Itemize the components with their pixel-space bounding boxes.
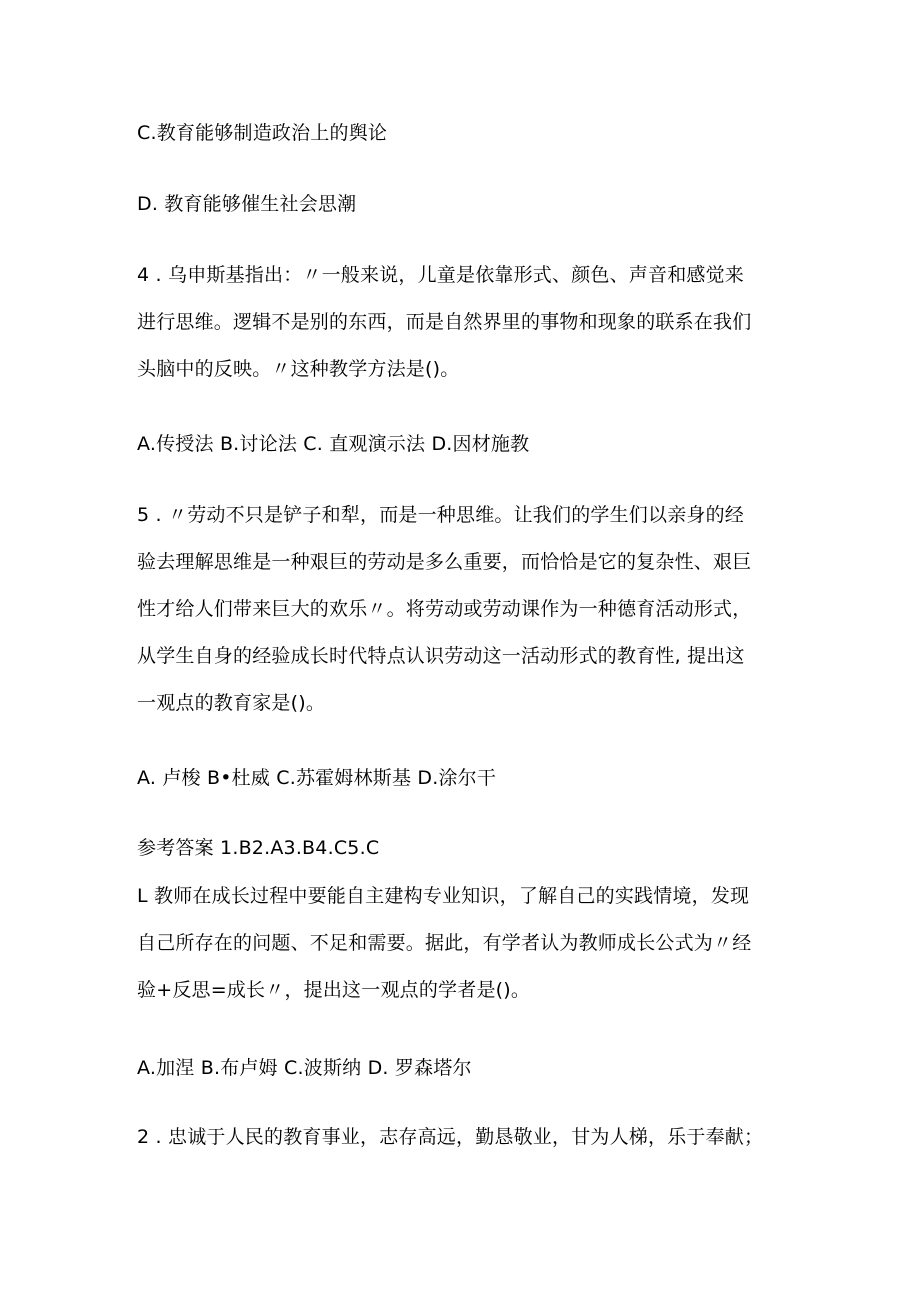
next-question-1-options: A.加涅 B.布卢姆 C.波斯纳 D. 罗森塔尔 <box>137 1057 472 1079</box>
question-4-line-1: 4 . 乌申斯基指出：〃一般来说，儿童是依靠形式、颜色、声音和感觉来 <box>137 264 745 286</box>
next-question-1-line-3: 验+反思=成长〃，提出这一观点的学者是()。 <box>137 979 531 1001</box>
next-question-1-stem <box>137 884 797 1002</box>
next-question-2-stem: 2 . 忠诚于人民的教育事业，志存高远，勤恳敬业，甘为人梯，乐于奉献； <box>137 1126 764 1148</box>
question-5-stem <box>137 503 797 715</box>
answer-key: 参考答案 1.B2.A3.B4.C5.C <box>137 837 380 859</box>
q3-option-c: C.教育能够制造政治上的舆论 <box>137 122 388 144</box>
next-question-1-line-1: L 教师在成长过程中要能自主建构专业知识，了解自己的实践情境，发现 <box>137 885 750 907</box>
question-4-stem <box>137 263 797 381</box>
question-5-line-1: 5 . 〃劳动不只是铲子和犁，而是一种思维。让我们的学生们以亲身的经 <box>137 504 745 526</box>
question-5-line-4: 从学生自身的经验成长时代特点认识劳动这一活动形式的教育性, 提出这 <box>137 645 745 667</box>
question-5-line-3: 性才给人们带来巨大的欢乐〃。将劳动或劳动课作为一种德育活动形式， <box>137 598 752 620</box>
question-4-options: A.传授法 B.讨论法 C. 直观演示法 D.因材施教 <box>137 433 530 455</box>
question-5-line-2: 验去理解思维是一种艰巨的劳动是多么重要，而恰恰是它的复杂性、艰巨 <box>137 551 752 573</box>
question-5-options: A. 卢梭 B•杜威 C.苏霍姆林斯基 D.涂尔干 <box>137 767 497 789</box>
question-4-line-3: 头脑中的反映。〃这种教学方法是()。 <box>137 358 460 380</box>
next-question-1-line-2: 自己所存在的问题、不足和需要。据此，有学者认为教师成长公式为〃经 <box>137 932 752 954</box>
question-5-line-5: 一观点的教育家是()。 <box>137 692 326 714</box>
q3-option-d: D. 教育能够催生社会思潮 <box>137 193 357 215</box>
question-4-line-2: 进行思维。逻辑不是别的东西，而是自然界里的事物和现象的联系在我们 <box>137 311 752 333</box>
